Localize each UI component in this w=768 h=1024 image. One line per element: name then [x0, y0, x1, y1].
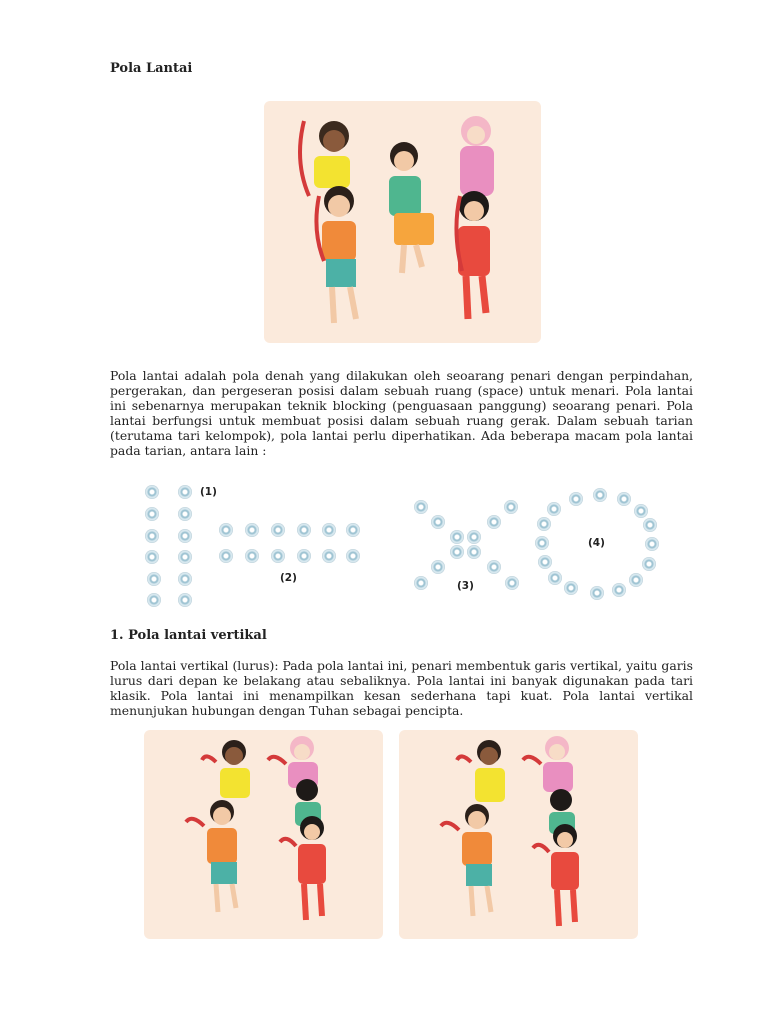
pattern4-dot	[593, 488, 607, 502]
pattern-label-3: (3)	[457, 580, 474, 592]
pattern3-dot	[450, 530, 464, 544]
pattern1-dot	[178, 572, 192, 586]
pattern2-dot	[219, 549, 233, 563]
pattern2-dot	[271, 523, 285, 537]
pattern3-dot	[487, 515, 501, 529]
section-heading-vertical: 1. Pola lantai vertikal	[110, 628, 267, 643]
pattern3-dot	[450, 545, 464, 559]
intro-paragraph: Pola lantai adalah pola denah yang dilakukan oleh seoarang penari dengan perpindahan, pergerakan, dan pergeseran posisi dalam sebuah ruang (space) untuk menari. Pola lantai ini sebenarnya merupakan teknik blocking (penguasaan panggung) seoarang penari. Pola lantai berfungsi untuk membuat posisi dalam sebuah ruang gerak. Dalam sebuah tarian (terutama tari kelompok), pola lantai perlu diperhatikan. Ada beberapa macam pola lantai pada tarian, antara lain :	[110, 368, 693, 458]
pattern1-dot	[178, 485, 192, 499]
pattern2-dot	[245, 549, 259, 563]
pattern3-dot	[467, 545, 481, 559]
pattern4-dot	[590, 586, 604, 600]
page-title: Pola Lantai	[110, 61, 193, 76]
pattern2-dot	[245, 523, 259, 537]
pattern4-dot	[547, 502, 561, 516]
pattern4-dot	[643, 518, 657, 532]
pattern3-dot	[431, 515, 445, 529]
pattern4-dot	[569, 492, 583, 506]
pattern-label-1: (1)	[200, 486, 217, 498]
pattern2-dot	[219, 523, 233, 537]
pattern2-dot	[297, 549, 311, 563]
pattern4-dot	[548, 571, 562, 585]
pattern4-dot	[617, 492, 631, 506]
pattern2-dot	[322, 523, 336, 537]
pattern1-dot	[145, 485, 159, 499]
pattern2-dot	[346, 523, 360, 537]
pattern3-dot	[414, 500, 428, 514]
pattern1-dot	[145, 550, 159, 564]
pattern1-dot	[147, 593, 161, 607]
floor-patterns-diagram	[0, 480, 768, 610]
pattern4-dot	[564, 581, 578, 595]
pattern1-dot	[178, 593, 192, 607]
pattern3-dot	[431, 560, 445, 574]
pattern1-dot	[145, 507, 159, 521]
pattern-label-2: (2)	[280, 572, 297, 584]
pattern4-dot	[537, 517, 551, 531]
pattern1-dot	[178, 529, 192, 543]
pattern-label-4: (4)	[588, 537, 605, 549]
pattern2-dot	[297, 523, 311, 537]
pattern1-dot	[145, 529, 159, 543]
dancers-illustration-top	[264, 101, 541, 343]
section-paragraph-vertical: Pola lantai vertikal (lurus): Pada pola lantai ini, penari membentuk garis vertikal, yaitu garis lurus dari depan ke belakang atau sebaliknya. Pola lantai ini banyak digunakan pada tari klasik. Pola lantai ini menampilkan kesan sederhana tapi kuat. Pola lantai vertikal menunjukan hubungan dengan Tuhan sebagai pencipta.	[110, 658, 693, 718]
pattern4-dot	[645, 537, 659, 551]
pattern4-dot	[634, 504, 648, 518]
pattern4-dot	[612, 583, 626, 597]
pattern2-dot	[322, 549, 336, 563]
pattern2-dot	[346, 549, 360, 563]
pattern4-dot	[535, 536, 549, 550]
pattern3-dot	[414, 576, 428, 590]
vertical-pattern-illustration-right	[399, 730, 638, 939]
pattern4-dot	[538, 555, 552, 569]
pattern3-dot	[487, 560, 501, 574]
pattern3-dot	[505, 576, 519, 590]
pattern2-dot	[271, 549, 285, 563]
pattern1-dot	[147, 572, 161, 586]
pattern1-dot	[178, 507, 192, 521]
pattern4-dot	[629, 573, 643, 587]
pattern3-dot	[504, 500, 518, 514]
vertical-pattern-illustration-left	[144, 730, 383, 939]
pattern1-dot	[178, 550, 192, 564]
pattern3-dot	[467, 530, 481, 544]
pattern4-dot	[642, 557, 656, 571]
